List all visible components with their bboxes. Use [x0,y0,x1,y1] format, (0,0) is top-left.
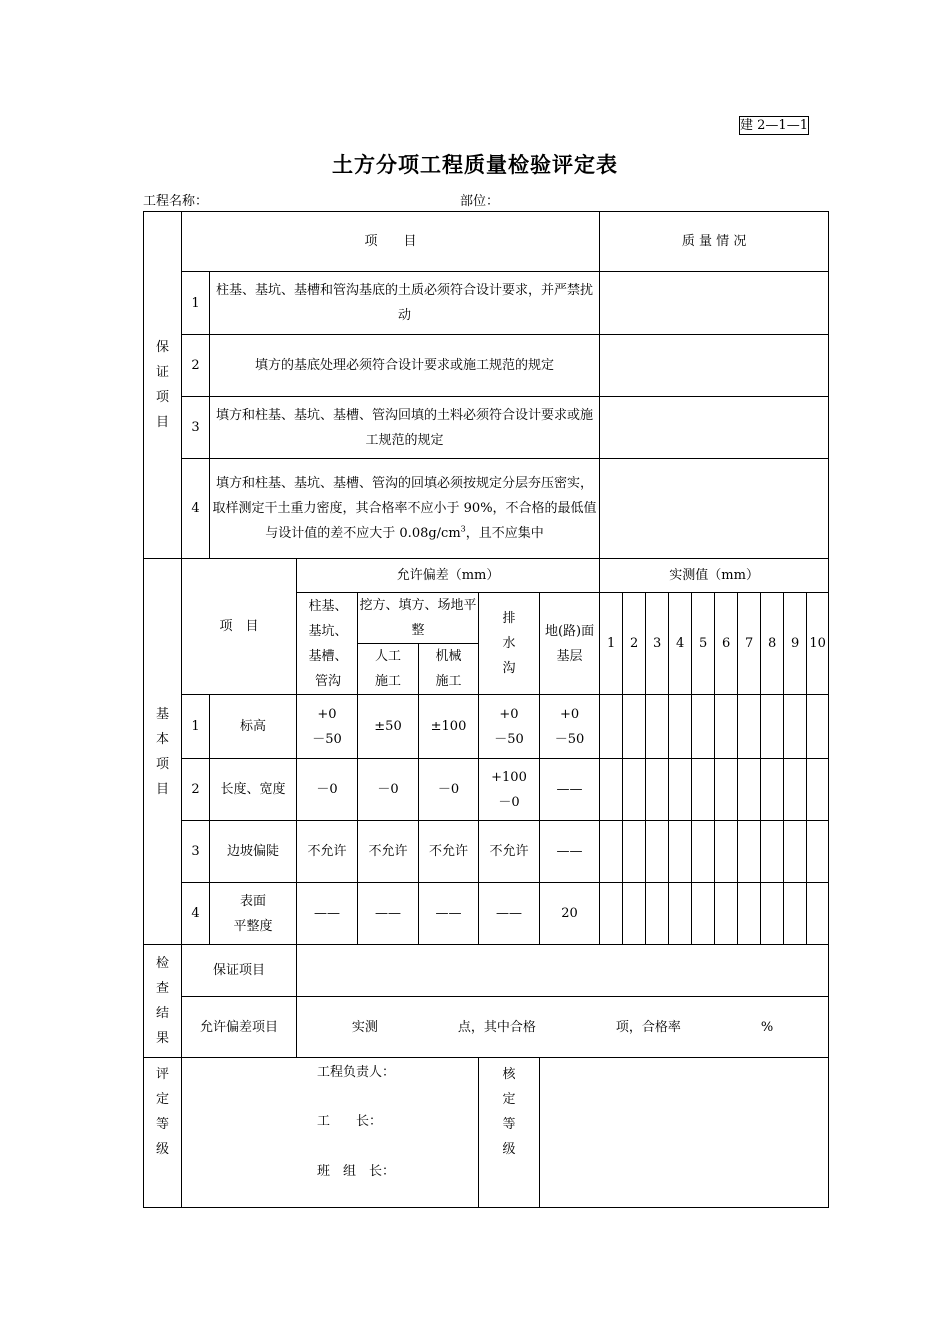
measure-cell[interactable] [623,821,646,883]
guarantee-section-label: 保证项目 [144,212,182,559]
measure-no: 5 [692,593,715,695]
project-lead-label: 工程负责人： [317,1065,396,1080]
measure-cell[interactable] [738,759,761,821]
drain-value: +0 －50 [479,695,540,759]
guarantee-no: 4 [182,459,210,559]
measure-cell[interactable] [600,759,623,821]
measure-cell[interactable] [669,883,692,945]
measure-cell[interactable] [692,695,715,759]
basic-item-header: 项 目 [182,559,297,695]
guarantee-text: 填方和柱基、基坑、基槽、管沟的回填必须按规定分层夯压密实，取样测定干土重力密度，其合格率不应小于 90%，不合格的最低值与设计值的差不应大于 $0.08g/cm^3$，且不应集中 [210,459,600,559]
measure-no: 4 [669,593,692,695]
measure-cell[interactable] [692,821,715,883]
quality-cell[interactable] [600,335,829,397]
measure-cell[interactable] [784,883,807,945]
check-section-label: 检查结果 [144,945,182,1058]
road-value: +0 －50 [540,695,600,759]
measure-cell[interactable] [807,883,829,945]
measure-cell[interactable] [784,695,807,759]
quality-cell[interactable] [600,459,829,559]
measured-label: 实测 [351,1019,378,1035]
guarantee-no: 3 [182,397,210,459]
machine-column-header: 机械施工 [419,644,479,695]
pile-value: 不允许 [297,821,358,883]
measure-cell[interactable] [761,883,784,945]
measure-no: 6 [715,593,738,695]
measure-cell[interactable] [669,821,692,883]
measure-cell[interactable] [623,883,646,945]
guarantee-item-header: 项 目 [182,212,600,272]
check-guarantee-cell[interactable] [297,945,829,997]
tolerance-header: 允许偏差（mm） [297,559,600,593]
verify-label: 核定等级 [479,1058,540,1208]
pile-column-header: 柱基、基坑、基槽、管沟 [297,593,358,695]
measure-no: 9 [784,593,807,695]
measure-cell[interactable] [646,883,669,945]
grading-column-header: 挖方、填方、场地平整 [358,593,479,644]
measure-cell[interactable] [715,821,738,883]
manual-value: —— [358,883,419,945]
form-code: 建 2—1—1 [740,118,808,133]
basic-row-name: 表面 平整度 [210,883,297,945]
foreman-label: 工 长： [317,1114,383,1129]
measure-cell[interactable] [623,695,646,759]
machine-value: 不允许 [419,821,479,883]
measure-cell[interactable] [761,695,784,759]
measure-cell[interactable] [669,759,692,821]
page-title: 土方分项工程质量检验评定表 [332,152,618,177]
manual-value: 不允许 [358,821,419,883]
rating-section-label: 评定等级 [144,1058,182,1208]
basic-section-label: 基本项目 [144,559,182,945]
manual-value: ±50 [358,695,419,759]
team-lead-label: 班 组 长： [317,1164,396,1179]
pile-value: —— [297,883,358,945]
quality-header: 质 量 情 况 [600,212,829,272]
measure-cell[interactable] [761,821,784,883]
measure-cell[interactable] [784,759,807,821]
measure-cell[interactable] [807,695,829,759]
points-label: 点，其中合格 [457,1019,536,1035]
inspection-table [143,211,829,1208]
measure-cell[interactable] [646,695,669,759]
quality-cell[interactable] [600,397,829,459]
pile-value: －0 [297,759,358,821]
measure-cell[interactable] [600,821,623,883]
drain-value: —— [479,883,540,945]
drain-column-header: 排水沟 [479,593,540,695]
road-value: —— [540,821,600,883]
measure-cell[interactable] [738,695,761,759]
measure-cell[interactable] [738,821,761,883]
percent-label: % [760,1019,774,1035]
measure-cell[interactable] [784,821,807,883]
basic-row-no: 2 [182,759,210,821]
quality-cell[interactable] [600,272,829,335]
location-label: 部位： [460,194,500,209]
measured-header: 实测值（mm） [600,559,829,593]
basic-row-name: 标高 [210,695,297,759]
guarantee-text: 填方和柱基、基坑、基槽、管沟回填的土料必须符合设计要求或施工规范的规定 [210,397,600,459]
road-value: —— [540,759,600,821]
measure-cell[interactable] [669,695,692,759]
drain-value: +100 －0 [479,759,540,821]
basic-row-no: 3 [182,821,210,883]
measure-cell[interactable] [692,883,715,945]
machine-value: －0 [419,759,479,821]
measure-no: 10 [807,593,829,695]
measure-cell[interactable] [761,759,784,821]
measure-cell[interactable] [692,759,715,821]
verify-cell[interactable] [540,1058,829,1208]
measure-no: 8 [761,593,784,695]
basic-row-no: 1 [182,695,210,759]
items-label: 项，合格率 [615,1019,681,1035]
measure-cell[interactable] [600,695,623,759]
basic-row-name: 长度、宽度 [210,759,297,821]
measure-cell[interactable] [807,759,829,821]
check-tolerance-label: 允许偏差项目 [182,997,297,1058]
check-tolerance-cell[interactable] [297,997,829,1058]
guarantee-text: 柱基、基坑、基槽和管沟基底的土质必须符合设计要求，并严禁扰动 [210,272,600,335]
basic-row-no: 4 [182,883,210,945]
measure-cell[interactable] [807,821,829,883]
measure-cell[interactable] [715,695,738,759]
machine-value: —— [419,883,479,945]
road-column-header: 地(路)面基层 [540,593,600,695]
measure-no: 2 [623,593,646,695]
basic-row-name: 边坡偏陡 [210,821,297,883]
measure-cell[interactable] [715,883,738,945]
measure-cell[interactable] [646,821,669,883]
measure-cell[interactable] [600,883,623,945]
pile-value: +0 －50 [297,695,358,759]
signature-area [182,1058,479,1208]
guarantee-no: 2 [182,335,210,397]
manual-column-header: 人工施工 [358,644,419,695]
measure-cell[interactable] [715,759,738,821]
drain-value: 不允许 [479,821,540,883]
check-guarantee-label: 保证项目 [182,945,297,997]
measure-no: 7 [738,593,761,695]
measure-cell[interactable] [623,759,646,821]
measure-cell[interactable] [738,883,761,945]
measure-no: 3 [646,593,669,695]
road-value: 20 [540,883,600,945]
machine-value: ±100 [419,695,479,759]
manual-value: －0 [358,759,419,821]
project-name-label: 工程名称： [143,194,209,209]
guarantee-text: 填方的基底处理必须符合设计要求或施工规范的规定 [210,335,600,397]
measure-no: 1 [600,593,623,695]
guarantee-no: 1 [182,272,210,335]
measure-cell[interactable] [646,759,669,821]
